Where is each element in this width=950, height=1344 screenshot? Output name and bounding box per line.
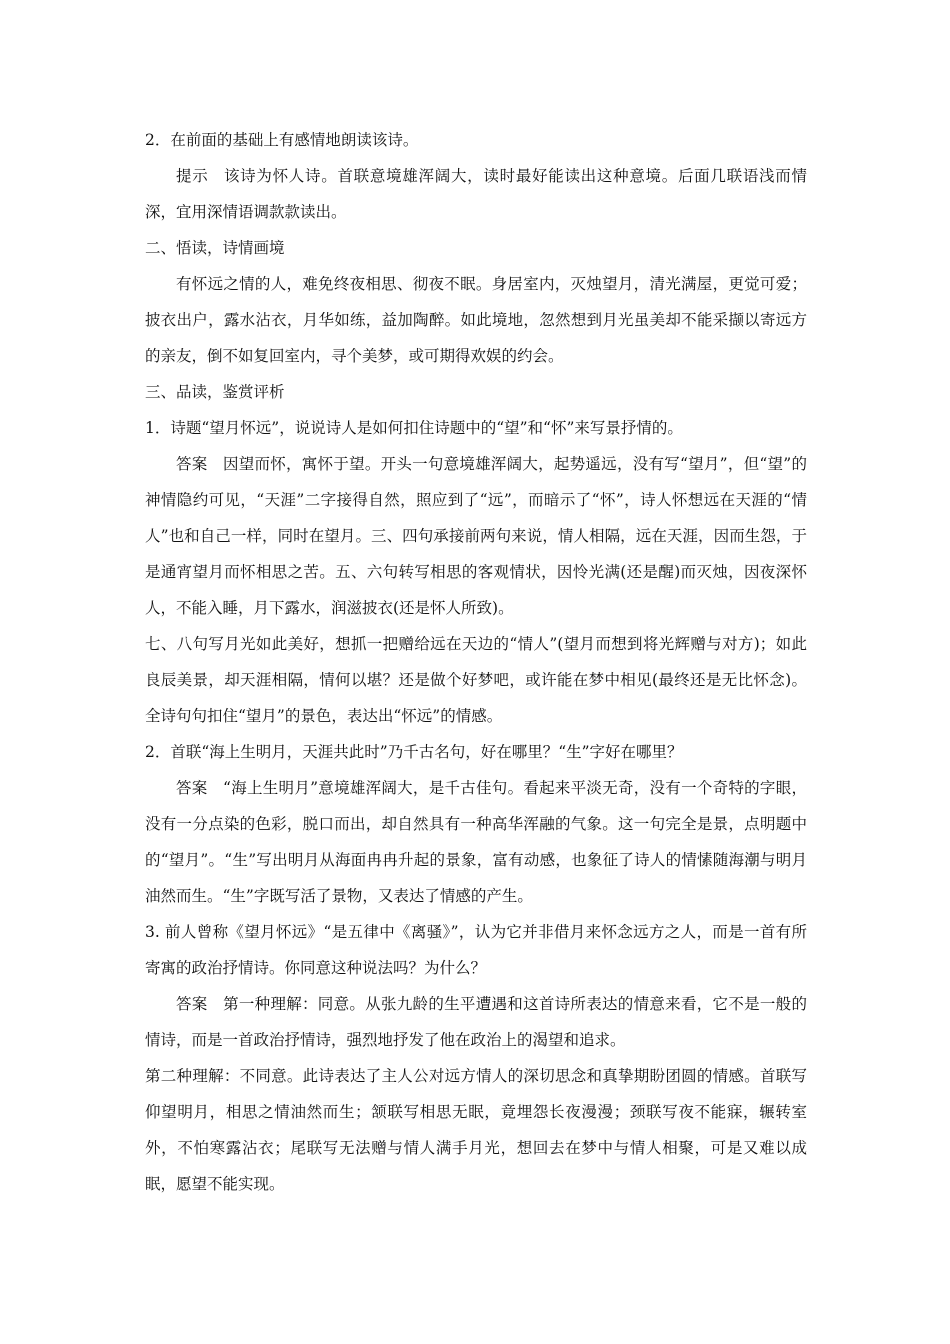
answer-3-continued: 第二种理解：不同意。此诗表达了主人公对远方情人的深切思念和真挚期盼团圆的情感。首联写仰望明月，相思之情油然而生；颔联写相思无眠，竟埋怨长夜漫漫；颈联写夜不能寐，辗转室外，不怕寒露沾衣；尾联写无法赠与情人满手月光，想回去在梦中与情人相聚，可是又难以成眠，愿望不能实现。 [145,1067,807,1193]
section-2-body: 有怀远之情的人，难免终夜相思、彻夜不眠。身居室内，灭烛望月，清光满屋，更觉可爱；披衣出户，露水沾衣，月华如练，益加陶醉。如此境地，忽然想到月光虽美却不能采撷以寄远方的亲友，倒不如复回室内，寻个美梦，或可期得欢娱的约会。 [145,275,807,365]
answer-3: 答案 第一种理解：同意。从张九龄的生平遭遇和这首诗所表达的情意来看，它不是一般的情诗，而是一首政治抒情诗，强烈地抒发了他在政治上的渴望和追求。 [145,995,807,1049]
answer-label: 答案 [176,455,208,473]
question-1: 1．诗题“望月怀远”，说说诗人是如何扣住诗题中的“望”和“怀”来写景抒情的。 [145,419,683,437]
question-2: 2．首联“海上生明月，天涯共此时”乃千古名句，好在哪里？“生”字好在哪里？ [145,743,683,761]
answer-1: 答案 因望而怀，寓怀于望。开头一句意境雄浑阔大，起势遥远，没有写“望月”，但“望”的神情隐约可见，“天涯”二字接得自然，照应到了“远”，而暗示了“怀”，诗人怀想远在天涯的“情人”也和自己一样，同时在望月。三、四句承接前两句来说，情人相隔，远在天涯，因而生怨，于是通宵望月而怀相思之苦。五、六句转写相思的客观情状，因怜光满(还是醒)而灭烛，因夜深怀人，不能入睡，月下露水，润滋披衣(还是怀人所致)。 [145,455,807,617]
hint-paragraph: 提示 该诗为怀人诗。首联意境雄浑阔大，读时最好能读出这种意境。后面几联语浅而情深，宜用深情语调款款读出。 [145,167,807,221]
document-body [145,122,807,1202]
answer-1-continued: 七、八句写月光如此美好，想抓一把赠给远在天边的“情人”(望月而想到将光辉赠与对方)；如此良辰美景，却天涯相隔，情何以堪？还是做个好梦吧，或许能在梦中相见(最终还是无比怀念)。全诗句句扣住“望月”的景色，表达出“怀远”的情感。 [145,635,807,725]
section-heading-2: 二、悟读，诗情画境 [145,239,285,257]
hint-label: 提示 [176,167,209,185]
question-read-aloud: 2．在前面的基础上有感情地朗读该诗。 [145,131,419,149]
answer-2: 答案 “海上生明月”意境雄浑阔大，是千古佳句。看起来平淡无奇，没有一个奇特的字眼，没有一分点染的色彩，脱口而出，却自然具有一种高华浑融的气象。这一句完全是景，点明题中的“望月”。“生”写出明月从海面冉冉升起的景象，富有动感，也象征了诗人的情愫随海潮与明月油然而生。“生”字既写活了景物，又表达了情感的产生。 [145,779,807,905]
section-heading-3: 三、品读，鉴赏评析 [145,383,285,401]
answer-label: 答案 [176,995,208,1013]
question-3: 3. 前人曾称《望月怀远》“是五律中《离骚》”，认为它并非借月来怀念远方之人，而是一首有所寄寓的政治抒情诗。你同意这种说法吗？为什么？ [145,923,807,977]
answer-label: 答案 [176,779,208,797]
